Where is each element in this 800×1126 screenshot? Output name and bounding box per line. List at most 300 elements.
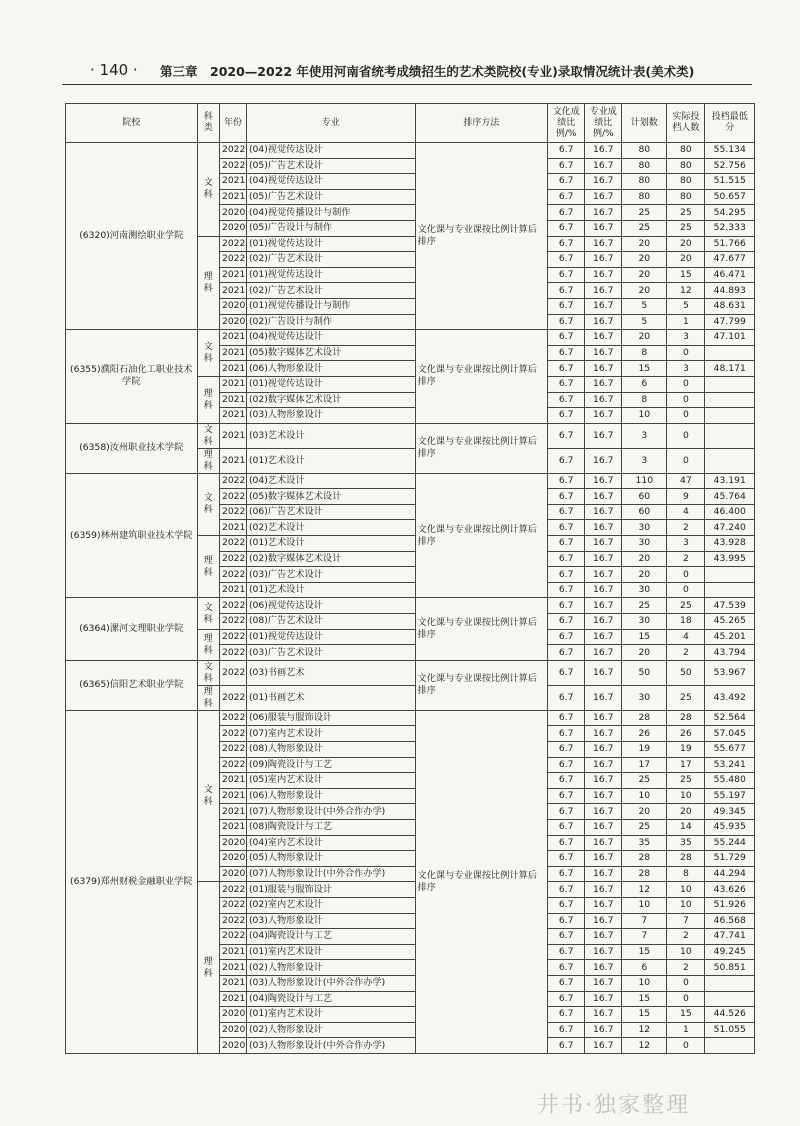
admitted-count-cell: 12 [667, 283, 705, 299]
major-ratio-cell: 16.7 [585, 819, 622, 835]
year-cell: 2021 [219, 189, 246, 205]
major-cell: (02)艺术设计 [246, 520, 415, 536]
admitted-count-cell: 15 [667, 267, 705, 283]
sort-method-cell: 文化课与专业课按比例计算后排序 [415, 330, 548, 424]
major-cell: (07)室内艺术设计 [246, 726, 415, 742]
major-ratio-cell: 16.7 [585, 236, 622, 252]
culture-ratio-cell: 6.7 [548, 236, 585, 252]
culture-ratio-cell: 6.7 [548, 804, 585, 820]
admitted-count-cell: 4 [667, 504, 705, 520]
admitted-count-cell: 3 [667, 361, 705, 377]
min-score-cell: 55.677 [705, 742, 755, 758]
admitted-count-cell: 5 [667, 298, 705, 314]
school-name: (6364)漯河文理职业学院 [66, 598, 198, 660]
admitted-count-cell: 19 [667, 742, 705, 758]
major-ratio-cell: 16.7 [585, 376, 622, 392]
year-cell: 2022 [219, 929, 246, 945]
culture-ratio-cell: 6.7 [548, 536, 585, 552]
plan-count-cell: 20 [622, 330, 667, 346]
admitted-count-cell: 0 [667, 582, 705, 598]
min-score-cell: 45.265 [705, 614, 755, 630]
culture-ratio-cell: 6.7 [548, 220, 585, 236]
year-cell: 2022 [219, 882, 246, 898]
major-cell: (01)服装与服饰设计 [246, 882, 415, 898]
major-ratio-cell: 16.7 [585, 598, 622, 614]
major-cell: (02)数字媒体艺术设计 [246, 392, 415, 408]
category-cell: 文科 [197, 143, 219, 237]
major-ratio-cell: 16.7 [585, 1038, 622, 1054]
min-score-cell: 52.564 [705, 710, 755, 726]
plan-count-cell: 15 [622, 944, 667, 960]
plan-count-cell: 7 [622, 929, 667, 945]
min-score-cell [705, 392, 755, 408]
major-ratio-cell: 16.7 [585, 882, 622, 898]
plan-count-cell: 50 [622, 660, 667, 685]
min-score-cell: 44.526 [705, 1007, 755, 1023]
year-cell: 2022 [219, 236, 246, 252]
major-cell: (01)艺术设计 [246, 448, 415, 473]
year-cell: 2021 [219, 423, 246, 448]
major-cell: (09)陶瓷设计与工艺 [246, 757, 415, 773]
admitted-count-cell: 0 [667, 1038, 705, 1054]
admitted-count-cell: 7 [667, 913, 705, 929]
culture-ratio-cell: 6.7 [548, 629, 585, 645]
admitted-count-cell: 0 [667, 392, 705, 408]
major-cell: (06)广告艺术设计 [246, 504, 415, 520]
year-cell: 2021 [219, 345, 246, 361]
admitted-count-cell: 1 [667, 1022, 705, 1038]
admitted-count-cell: 25 [667, 220, 705, 236]
school-name: (6359)林州建筑职业技术学院 [66, 473, 198, 598]
culture-ratio-cell: 6.7 [548, 991, 585, 1007]
category-cell: 文科 [197, 660, 219, 685]
major-cell: (05)广告艺术设计 [246, 158, 415, 174]
plan-count-cell: 12 [622, 882, 667, 898]
major-ratio-cell: 16.7 [585, 1022, 622, 1038]
major-cell: (01)视觉传达设计 [246, 267, 415, 283]
year-cell: 2020 [219, 298, 246, 314]
plan-count-cell: 25 [622, 819, 667, 835]
plan-count-cell: 3 [622, 448, 667, 473]
column-header: 实际投档人数 [667, 104, 705, 143]
school-name: (6365)信阳艺术职业学院 [66, 660, 198, 710]
culture-ratio-cell: 6.7 [548, 788, 585, 804]
plan-count-cell: 8 [622, 345, 667, 361]
category-cell: 理科 [197, 685, 219, 710]
major-ratio-cell: 16.7 [585, 710, 622, 726]
culture-ratio-cell: 6.7 [548, 819, 585, 835]
major-cell: (06)人物形象设计 [246, 788, 415, 804]
admitted-count-cell: 25 [667, 205, 705, 221]
culture-ratio-cell: 6.7 [548, 252, 585, 268]
plan-count-cell: 15 [622, 361, 667, 377]
major-cell: (06)人物形象设计 [246, 361, 415, 377]
plan-count-cell: 28 [622, 851, 667, 867]
culture-ratio-cell: 6.7 [548, 473, 585, 489]
min-score-cell: 55.480 [705, 773, 755, 789]
admitted-count-cell: 80 [667, 158, 705, 174]
admitted-count-cell: 18 [667, 614, 705, 630]
admitted-count-cell: 0 [667, 345, 705, 361]
major-cell: (05)数字媒体艺术设计 [246, 489, 415, 505]
major-ratio-cell: 16.7 [585, 345, 622, 361]
year-cell: 2021 [219, 448, 246, 473]
admitted-count-cell: 2 [667, 929, 705, 945]
admitted-count-cell: 0 [667, 408, 705, 424]
major-cell: (01)视觉传达设计 [246, 236, 415, 252]
culture-ratio-cell: 6.7 [548, 835, 585, 851]
major-cell: (02)室内艺术设计 [246, 897, 415, 913]
min-score-cell [705, 448, 755, 473]
year-cell: 2021 [219, 773, 246, 789]
major-ratio-cell: 16.7 [585, 189, 622, 205]
year-cell: 2020 [219, 835, 246, 851]
min-score-cell: 54.295 [705, 205, 755, 221]
plan-count-cell: 7 [622, 913, 667, 929]
year-cell: 2022 [219, 685, 246, 710]
plan-count-cell: 30 [622, 536, 667, 552]
major-cell: (04)视觉传达设计 [246, 174, 415, 190]
year-cell: 2021 [219, 960, 246, 976]
year-cell: 2021 [219, 520, 246, 536]
year-cell: 2022 [219, 567, 246, 583]
culture-ratio-cell: 6.7 [548, 1022, 585, 1038]
admitted-count-cell: 20 [667, 804, 705, 820]
year-cell: 2020 [219, 1007, 246, 1023]
major-ratio-cell: 16.7 [585, 489, 622, 505]
min-score-cell [705, 991, 755, 1007]
plan-count-cell: 80 [622, 143, 667, 159]
page-number: · 140 · [90, 61, 138, 79]
major-cell: (07)人物形象设计(中外合作办学) [246, 866, 415, 882]
min-score-cell: 47.240 [705, 520, 755, 536]
table-row [66, 710, 755, 726]
plan-count-cell: 8 [622, 392, 667, 408]
plan-count-cell: 60 [622, 489, 667, 505]
table-row [66, 330, 755, 346]
major-ratio-cell: 16.7 [585, 835, 622, 851]
admitted-count-cell: 28 [667, 710, 705, 726]
admitted-count-cell: 1 [667, 314, 705, 330]
year-cell: 2020 [219, 220, 246, 236]
sort-method-cell: 文化课与专业课按比例计算后排序 [415, 660, 548, 710]
category-cell: 理科 [197, 376, 219, 423]
min-score-cell: 55.134 [705, 143, 755, 159]
admitted-count-cell: 17 [667, 757, 705, 773]
year-cell: 2022 [219, 742, 246, 758]
year-cell: 2020 [219, 866, 246, 882]
major-cell: (02)人物形象设计 [246, 960, 415, 976]
major-cell: (03)广告艺术设计 [246, 645, 415, 661]
min-score-cell [705, 567, 755, 583]
year-cell: 2021 [219, 944, 246, 960]
min-score-cell: 44.893 [705, 283, 755, 299]
major-ratio-cell: 16.7 [585, 773, 622, 789]
min-score-cell: 52.333 [705, 220, 755, 236]
admitted-count-cell: 20 [667, 236, 705, 252]
major-cell: (01)视觉传达设计 [246, 376, 415, 392]
culture-ratio-cell: 6.7 [548, 143, 585, 159]
culture-ratio-cell: 6.7 [548, 361, 585, 377]
year-cell: 2020 [219, 205, 246, 221]
plan-count-cell: 20 [622, 236, 667, 252]
plan-count-cell: 10 [622, 408, 667, 424]
admitted-count-cell: 2 [667, 520, 705, 536]
plan-count-cell: 25 [622, 220, 667, 236]
major-cell: (05)广告艺术设计 [246, 189, 415, 205]
year-cell: 2021 [219, 283, 246, 299]
chapter-title: 第三章 2020—2022 年使用河南省统考成绩招生的艺术类院校(专业)录取情况统计表(美术类) [160, 64, 695, 79]
major-ratio-cell: 16.7 [585, 582, 622, 598]
min-score-cell: 53.967 [705, 660, 755, 685]
plan-count-cell: 28 [622, 710, 667, 726]
plan-count-cell: 6 [622, 960, 667, 976]
year-cell: 2021 [219, 174, 246, 190]
major-cell: (04)艺术设计 [246, 473, 415, 489]
plan-count-cell: 20 [622, 283, 667, 299]
plan-count-cell: 35 [622, 835, 667, 851]
category-cell: 文科 [197, 710, 219, 882]
year-cell: 2022 [219, 726, 246, 742]
major-ratio-cell: 16.7 [585, 267, 622, 283]
major-cell: (08)广告艺术设计 [246, 614, 415, 630]
admitted-count-cell: 0 [667, 376, 705, 392]
min-score-cell: 45.201 [705, 629, 755, 645]
major-cell: (05)室内艺术设计 [246, 773, 415, 789]
admitted-count-cell: 0 [667, 975, 705, 991]
min-score-cell: 47.539 [705, 598, 755, 614]
min-score-cell: 51.055 [705, 1022, 755, 1038]
plan-count-cell: 28 [622, 866, 667, 882]
min-score-cell: 47.677 [705, 252, 755, 268]
year-cell: 2021 [219, 819, 246, 835]
major-cell: (01)室内艺术设计 [246, 1007, 415, 1023]
culture-ratio-cell: 6.7 [548, 757, 585, 773]
year-cell: 2022 [219, 252, 246, 268]
column-header: 文化成绩比例/% [548, 104, 585, 143]
sort-method-cell: 文化课与专业课按比例计算后排序 [415, 710, 548, 1053]
admitted-count-cell: 25 [667, 773, 705, 789]
column-header: 专业成绩比例/% [585, 104, 622, 143]
column-header: 专业 [246, 104, 415, 143]
min-score-cell: 49.245 [705, 944, 755, 960]
plan-count-cell: 5 [622, 314, 667, 330]
year-cell: 2022 [219, 143, 246, 159]
major-ratio-cell: 16.7 [585, 960, 622, 976]
admitted-count-cell: 2 [667, 645, 705, 661]
year-cell: 2022 [219, 660, 246, 685]
major-cell: (05)数字媒体艺术设计 [246, 345, 415, 361]
sort-method-cell: 文化课与专业课按比例计算后排序 [415, 423, 548, 473]
min-score-cell [705, 423, 755, 448]
culture-ratio-cell: 6.7 [548, 660, 585, 685]
plan-count-cell: 19 [622, 742, 667, 758]
major-cell: (01)室内艺术设计 [246, 944, 415, 960]
plan-count-cell: 25 [622, 205, 667, 221]
plan-count-cell: 30 [622, 685, 667, 710]
min-score-cell: 49.345 [705, 804, 755, 820]
major-ratio-cell: 16.7 [585, 520, 622, 536]
plan-count-cell: 3 [622, 423, 667, 448]
plan-count-cell: 15 [622, 991, 667, 1007]
major-ratio-cell: 16.7 [585, 143, 622, 159]
admitted-count-cell: 0 [667, 567, 705, 583]
plan-count-cell: 6 [622, 376, 667, 392]
culture-ratio-cell: 6.7 [548, 742, 585, 758]
major-ratio-cell: 16.7 [585, 645, 622, 661]
min-score-cell: 48.171 [705, 361, 755, 377]
admitted-count-cell: 26 [667, 726, 705, 742]
major-ratio-cell: 16.7 [585, 283, 622, 299]
culture-ratio-cell: 6.7 [548, 645, 585, 661]
admitted-count-cell: 10 [667, 944, 705, 960]
culture-ratio-cell: 6.7 [548, 205, 585, 221]
major-cell: (03)人物形象设计(中外合作办学) [246, 975, 415, 991]
min-score-cell: 51.515 [705, 174, 755, 190]
year-cell: 2021 [219, 330, 246, 346]
culture-ratio-cell: 6.7 [548, 423, 585, 448]
min-score-cell: 47.799 [705, 314, 755, 330]
culture-ratio-cell: 6.7 [548, 567, 585, 583]
year-cell: 2021 [219, 582, 246, 598]
year-cell: 2022 [219, 489, 246, 505]
plan-count-cell: 110 [622, 473, 667, 489]
admitted-count-cell: 80 [667, 174, 705, 190]
major-ratio-cell: 16.7 [585, 361, 622, 377]
major-cell: (04)视觉传达设计 [246, 143, 415, 159]
major-ratio-cell: 16.7 [585, 392, 622, 408]
min-score-cell: 57.045 [705, 726, 755, 742]
table-body [66, 143, 755, 1054]
plan-count-cell: 10 [622, 975, 667, 991]
culture-ratio-cell: 6.7 [548, 851, 585, 867]
admitted-count-cell: 20 [667, 252, 705, 268]
category-cell: 理科 [197, 536, 219, 598]
min-score-cell [705, 975, 755, 991]
major-cell: (05)人物形象设计 [246, 851, 415, 867]
year-cell: 2021 [219, 975, 246, 991]
table-row [66, 423, 755, 448]
major-ratio-cell: 16.7 [585, 298, 622, 314]
min-score-cell: 46.568 [705, 913, 755, 929]
major-ratio-cell: 16.7 [585, 330, 622, 346]
major-ratio-cell: 16.7 [585, 726, 622, 742]
plan-count-cell: 25 [622, 598, 667, 614]
min-score-cell: 51.766 [705, 236, 755, 252]
min-score-cell: 43.928 [705, 536, 755, 552]
major-ratio-cell: 16.7 [585, 944, 622, 960]
min-score-cell [705, 345, 755, 361]
culture-ratio-cell: 6.7 [548, 866, 585, 882]
plan-count-cell: 12 [622, 1022, 667, 1038]
culture-ratio-cell: 6.7 [548, 773, 585, 789]
plan-count-cell: 10 [622, 897, 667, 913]
major-ratio-cell: 16.7 [585, 314, 622, 330]
major-cell: (05)广告设计与制作 [246, 220, 415, 236]
category-cell: 理科 [197, 882, 219, 1054]
major-ratio-cell: 16.7 [585, 757, 622, 773]
major-ratio-cell: 16.7 [585, 913, 622, 929]
plan-count-cell: 80 [622, 189, 667, 205]
major-cell: (08)人物形象设计 [246, 742, 415, 758]
major-cell: (02)广告设计与制作 [246, 314, 415, 330]
major-cell: (03)人物形象设计 [246, 408, 415, 424]
column-header: 院校 [66, 104, 198, 143]
admitted-count-cell: 25 [667, 598, 705, 614]
major-ratio-cell: 16.7 [585, 742, 622, 758]
min-score-cell: 52.756 [705, 158, 755, 174]
year-cell: 2021 [219, 267, 246, 283]
admitted-count-cell: 10 [667, 897, 705, 913]
major-cell: (03)人物形象设计 [246, 913, 415, 929]
major-ratio-cell: 16.7 [585, 991, 622, 1007]
culture-ratio-cell: 6.7 [548, 582, 585, 598]
plan-count-cell: 10 [622, 788, 667, 804]
admitted-count-cell: 10 [667, 788, 705, 804]
year-cell: 2021 [219, 408, 246, 424]
column-header: 科类 [197, 104, 219, 143]
admitted-count-cell: 80 [667, 143, 705, 159]
min-score-cell [705, 1038, 755, 1054]
plan-count-cell: 5 [622, 298, 667, 314]
major-cell: (04)陶瓷设计与工艺 [246, 929, 415, 945]
plan-count-cell: 15 [622, 629, 667, 645]
admitted-count-cell: 0 [667, 423, 705, 448]
category-cell: 文科 [197, 598, 219, 629]
major-cell: (02)数字媒体艺术设计 [246, 551, 415, 567]
year-cell: 2022 [219, 536, 246, 552]
culture-ratio-cell: 6.7 [548, 189, 585, 205]
table-row [66, 598, 755, 614]
min-score-cell: 51.926 [705, 897, 755, 913]
culture-ratio-cell: 6.7 [548, 1038, 585, 1054]
culture-ratio-cell: 6.7 [548, 1007, 585, 1023]
min-score-cell: 46.471 [705, 267, 755, 283]
major-cell: (04)陶瓷设计与工艺 [246, 991, 415, 1007]
major-ratio-cell: 16.7 [585, 174, 622, 190]
min-score-cell: 55.197 [705, 788, 755, 804]
min-score-cell: 43.191 [705, 473, 755, 489]
major-ratio-cell: 16.7 [585, 551, 622, 567]
plan-count-cell: 17 [622, 757, 667, 773]
year-cell: 2022 [219, 757, 246, 773]
year-cell: 2021 [219, 788, 246, 804]
year-cell: 2022 [219, 710, 246, 726]
category-cell: 理科 [197, 629, 219, 660]
major-ratio-cell: 16.7 [585, 614, 622, 630]
year-cell: 2020 [219, 1022, 246, 1038]
admitted-count-cell: 10 [667, 882, 705, 898]
culture-ratio-cell: 6.7 [548, 726, 585, 742]
major-ratio-cell: 16.7 [585, 220, 622, 236]
admitted-count-cell: 4 [667, 629, 705, 645]
plan-count-cell: 20 [622, 804, 667, 820]
school-name: (6355)濮阳石油化工职业技术学院 [66, 330, 198, 424]
culture-ratio-cell: 6.7 [548, 944, 585, 960]
year-cell: 2022 [219, 158, 246, 174]
admitted-count-cell: 14 [667, 819, 705, 835]
culture-ratio-cell: 6.7 [548, 897, 585, 913]
category-cell: 文科 [197, 423, 219, 448]
major-ratio-cell: 16.7 [585, 1007, 622, 1023]
culture-ratio-cell: 6.7 [548, 551, 585, 567]
major-cell: (03)艺术设计 [246, 423, 415, 448]
major-cell: (08)陶瓷设计与工艺 [246, 819, 415, 835]
admitted-count-cell: 15 [667, 1007, 705, 1023]
major-ratio-cell: 16.7 [585, 473, 622, 489]
min-score-cell: 47.101 [705, 330, 755, 346]
min-score-cell: 51.729 [705, 851, 755, 867]
